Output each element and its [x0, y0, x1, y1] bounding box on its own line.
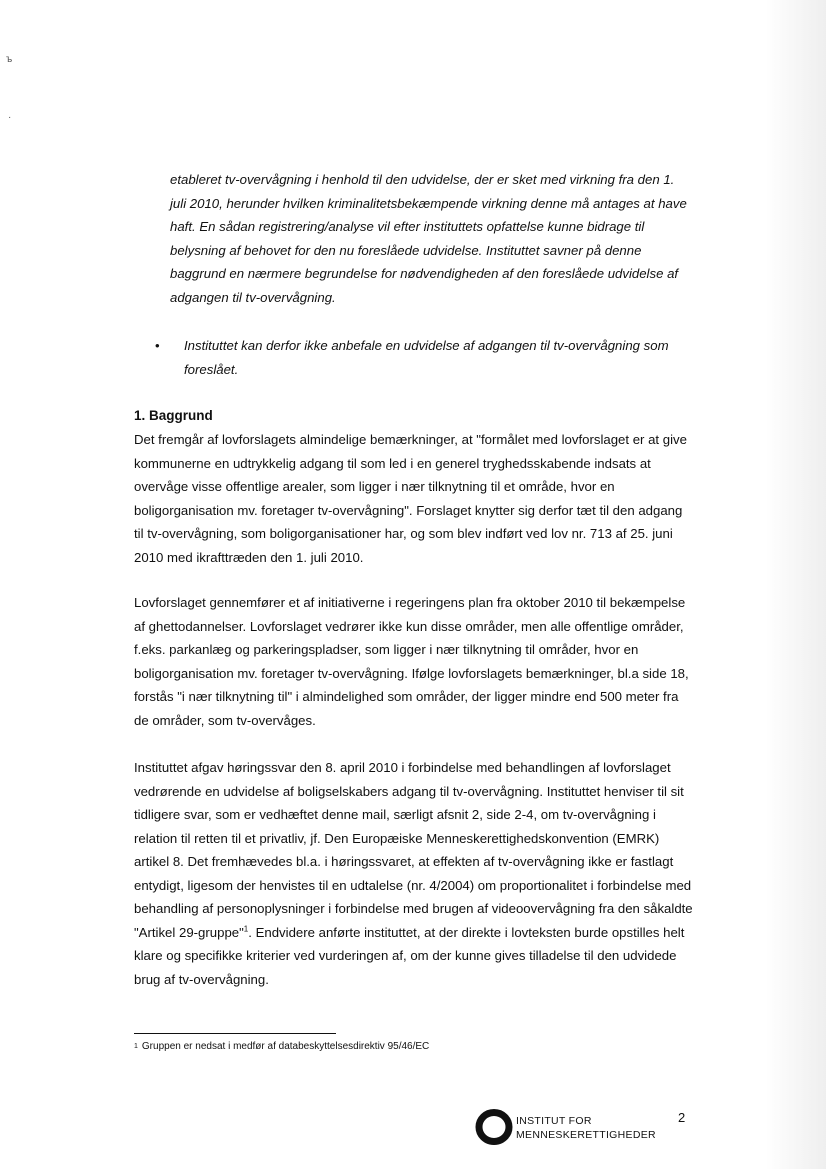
scan-speck: · [8, 112, 12, 123]
ring-logo-icon [474, 1108, 516, 1146]
institute-line-1: INSTITUT FOR [516, 1115, 592, 1127]
section-heading: 1. Baggrund [134, 408, 213, 423]
page-number: 2 [678, 1110, 686, 1125]
institute-line-2: MENNESKERETTIGHEDER [516, 1129, 656, 1141]
paragraph-1: Det fremgår af lovforslagets almindelige bemærkninger, at "formålet med lovforslaget er at give kommunerne en udtrykkelig adgang til som led i en generel tryghedsskabende indsats at overvåge visse offentlige arealer, som ligger i nær tilknytning til et område, hvor en boligorganisation mv. foretager tv-overvågning". Forslaget knytter sig derfor tæt til den adgang til tv-overvågning, som boligorganisationer har, og som blev indført ved lov nr. 713 af 25. juni 2010 med ikrafttræden den 1. juli 2010. [134, 432, 687, 565]
paragraph-3 [134, 756, 694, 991]
paragraph-3-text-b: . Endvidere anførte instituttet, at der direkte i lovteksten burde opstilles helt klare og specifikke kriterier ved vurderingen af, om der kunne gives tilladelse til den udvidede brug af tv-overvågning. [134, 924, 685, 987]
footnote [134, 1040, 429, 1054]
bullet-item [155, 334, 695, 381]
scan-speck: ъ [6, 54, 13, 65]
bullet-symbol: • [155, 338, 160, 353]
scan-shading [766, 0, 826, 1169]
italic-paragraph: etableret tv-overvågning i henhold til den udvidelse, der er sket med virkning fra den 1. juli 2010, herunder hvilken kriminalitetsbekæmpende virkning denne må antages at have haft. En sådan registrering/analyse vil efter instituttets opfattelse kunne bidrage til belysning af behovet for den nu foreslåede udvidelse. Instituttet savner på denne baggrund en nærmere begrundelse for nødvendigheden af den foreslåede udvidelse af adgangen til tv-overvågning. [170, 172, 687, 305]
footnote-reference: 1 [243, 924, 249, 934]
paragraph-2: Lovforslaget gennemfører et af initiativerne i regeringens plan fra oktober 2010 til bekæmpelse af ghettodannelser. Lovforslaget vedrører ikke kun disse områder, men alle offentlige områder, f.eks. parkanlæg og parkeringspladser, som ligger i nær tilknytning til områder, hvor en boligorganisation mv. foretager tv-overvågning. Ifølge lovforslagets bemærkninger, bl.a side 18, forstås "i nær tilknytning til" i almindelighed som områder, der ligger mindre end 500 meter fra de områder, som tv-overvåges. [134, 595, 689, 728]
footnote-text: Gruppen er nedsat i medfør af databeskyttelsesdirektiv 95/46/EC [141, 1041, 430, 1052]
footnote-divider [134, 1033, 336, 1034]
footnote-number: 1 [134, 1043, 138, 1050]
paragraph-3-text-a: Instituttet afgav høringssvar den 8. april 2010 i forbindelse med behandlingen af lovforslaget vedrørende en udvidelse af boligselskabers adgang til tv-overvågning. Instituttet henviser til sit tidligere svar, som er vedhæftet denne mail, særligt afsnit 2, side 2-4, om tv-overvågning i relation til retten til et privatliv, jf. Den Europæiske Menneskerettighedskonvention (EMRK) artikel 8. Det fremhævedes bl.a. i høringssvaret, at effekten af tv-overvågning ikke er fastlagt entydigt, ligesom der henvistes til en udtalelse (nr. 4/2004) om proportionalitet i forbindelse med behandling af personoplysninger i forbindelse med brugen af videoovervågning fra den såkaldte "Artikel 29-gruppe" [134, 760, 693, 940]
bullet-text: Instituttet kan derfor ikke anbefale en udvidelse af adgangen til tv-overvågning som foreslået. [184, 338, 669, 377]
institute-name [516, 1114, 656, 1142]
